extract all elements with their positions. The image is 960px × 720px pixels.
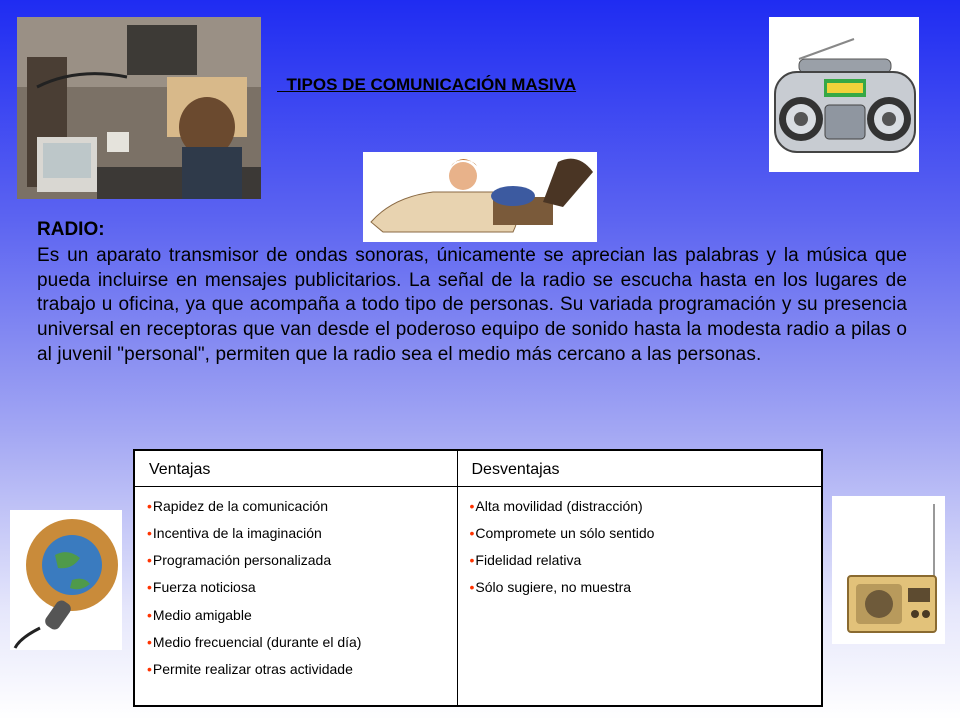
section-heading: RADIO: (37, 219, 105, 240)
list-item: • Permite realizar otras actividade (147, 656, 451, 683)
list-item: • Fuerza noticiosa (147, 574, 451, 601)
section-body: Es un aparato transmisor de ondas sonoras, únicamente se aprecian las palabras y la música que pueda incluirse en mensajes publicitarios. La señal de la radio se escucha hasta en los lugares de trabajo u oficina, ya que acompaña a todo tipo de personas. Su variada programación y su presencia universal en receptoras que van desde el poderoso equipo de sonido hasta la modesta radio a pilas o al juvenil "personal", permiten que la radio sea el medio más cercano a las personas. (37, 245, 907, 365)
pros-cons-table (133, 449, 823, 707)
list-item: • Medio amigable (147, 602, 451, 629)
header-desventajas: Desventajas (457, 450, 822, 486)
list-item: • Programación personalizada (147, 547, 451, 574)
table-row (134, 486, 822, 706)
list-item: • Alta movilidad (distracción) (470, 493, 816, 520)
list-item: • Compromete un sólo sentido (470, 520, 816, 547)
globe-microphone-icon (10, 510, 122, 650)
list-item: • Rapidez de la comunicación (147, 493, 451, 520)
radio-studio-photo (17, 17, 261, 199)
list-item: • Fidelidad relativa (470, 547, 816, 574)
gramophone-illustration (363, 152, 597, 242)
boombox-icon (769, 17, 919, 172)
desventajas-list (470, 493, 816, 602)
list-item: • Sólo sugiere, no muestra (470, 574, 816, 601)
header-ventajas: Ventajas (134, 450, 457, 486)
table-header-row (134, 450, 822, 486)
vintage-radio-icon (832, 496, 945, 644)
desventajas-cell (457, 486, 822, 706)
ventajas-cell (134, 486, 457, 706)
ventajas-list (147, 493, 451, 684)
list-item: • Incentiva de la imaginación (147, 520, 451, 547)
slide-title: TIPOS DE COMUNICACIÓN MASIVA (286, 75, 577, 94)
list-item: • Medio frecuencial (durante el día) (147, 629, 451, 656)
